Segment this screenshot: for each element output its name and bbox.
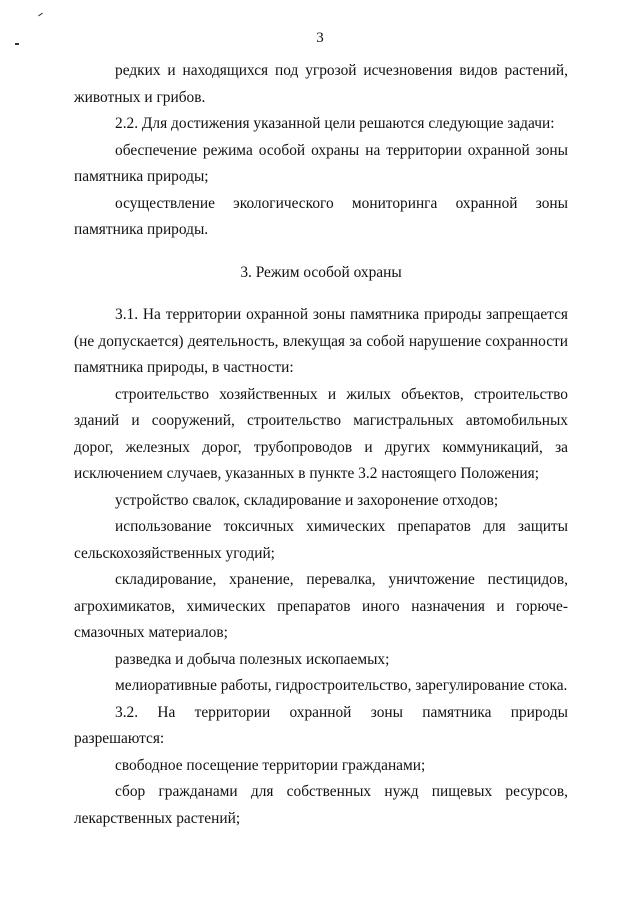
paragraph: обеспечение режима особой охраны на территории охранной зоны памятника природы; [74, 141, 568, 185]
list-item: строительство хозяйственных и жилых объектов, строительство зданий и сооружений, строительство магистральных автомобильных дорог, железных дорог, трубопроводов и других коммуникаций, за исключением случаев, указанных в пункте 3.2 настоящего Положения; [74, 385, 568, 482]
list-item: мелиоративные работы, гидростроительство, зарегулирование стока. [115, 677, 568, 694]
list-item: использование токсичных химических препаратов для защиты сельскохозяйственных угодий; [74, 518, 568, 562]
paragraph: 2.2. Для достижения указанной цели решаются следующие задачи: [115, 115, 555, 132]
scan-artifact-mark [38, 13, 43, 17]
list-item: устройство свалок, складирование и захоронение отходов; [115, 491, 499, 509]
paragraph: редких и находящихся под угрозой исчезновения видов растений, животных и грибов. [74, 62, 568, 106]
page-number: 3 [316, 30, 324, 46]
list-item: разведка и добыча полезных ископаемых; [115, 650, 390, 668]
document-body [74, 58, 568, 832]
section-heading: 3. Режим особой охраны [240, 263, 402, 281]
list-item: свободное посещение территории гражданами; [115, 756, 426, 774]
list-item: сбор гражданами для собственных нужд пищевых ресурсов, лекарственных растений; [74, 783, 568, 827]
paragraph: 3.1. На территории охранной зоны памятника природы запрещается (не допускается) деятельность, влекущая за собой нарушение сохранности памятника природы, в частности: [74, 306, 568, 376]
paragraph: 3.2. На территории охранной зоны памятника природы разрешаются: [74, 703, 568, 747]
list-item: складирование, хранение, перевалка, уничтожение пестицидов, агрохимикатов, химических препаратов иного назначения и горюче-смазочных материалов; [74, 571, 568, 641]
paragraph: осуществление экологического мониторинга охранной зоны памятника природы. [74, 194, 568, 238]
